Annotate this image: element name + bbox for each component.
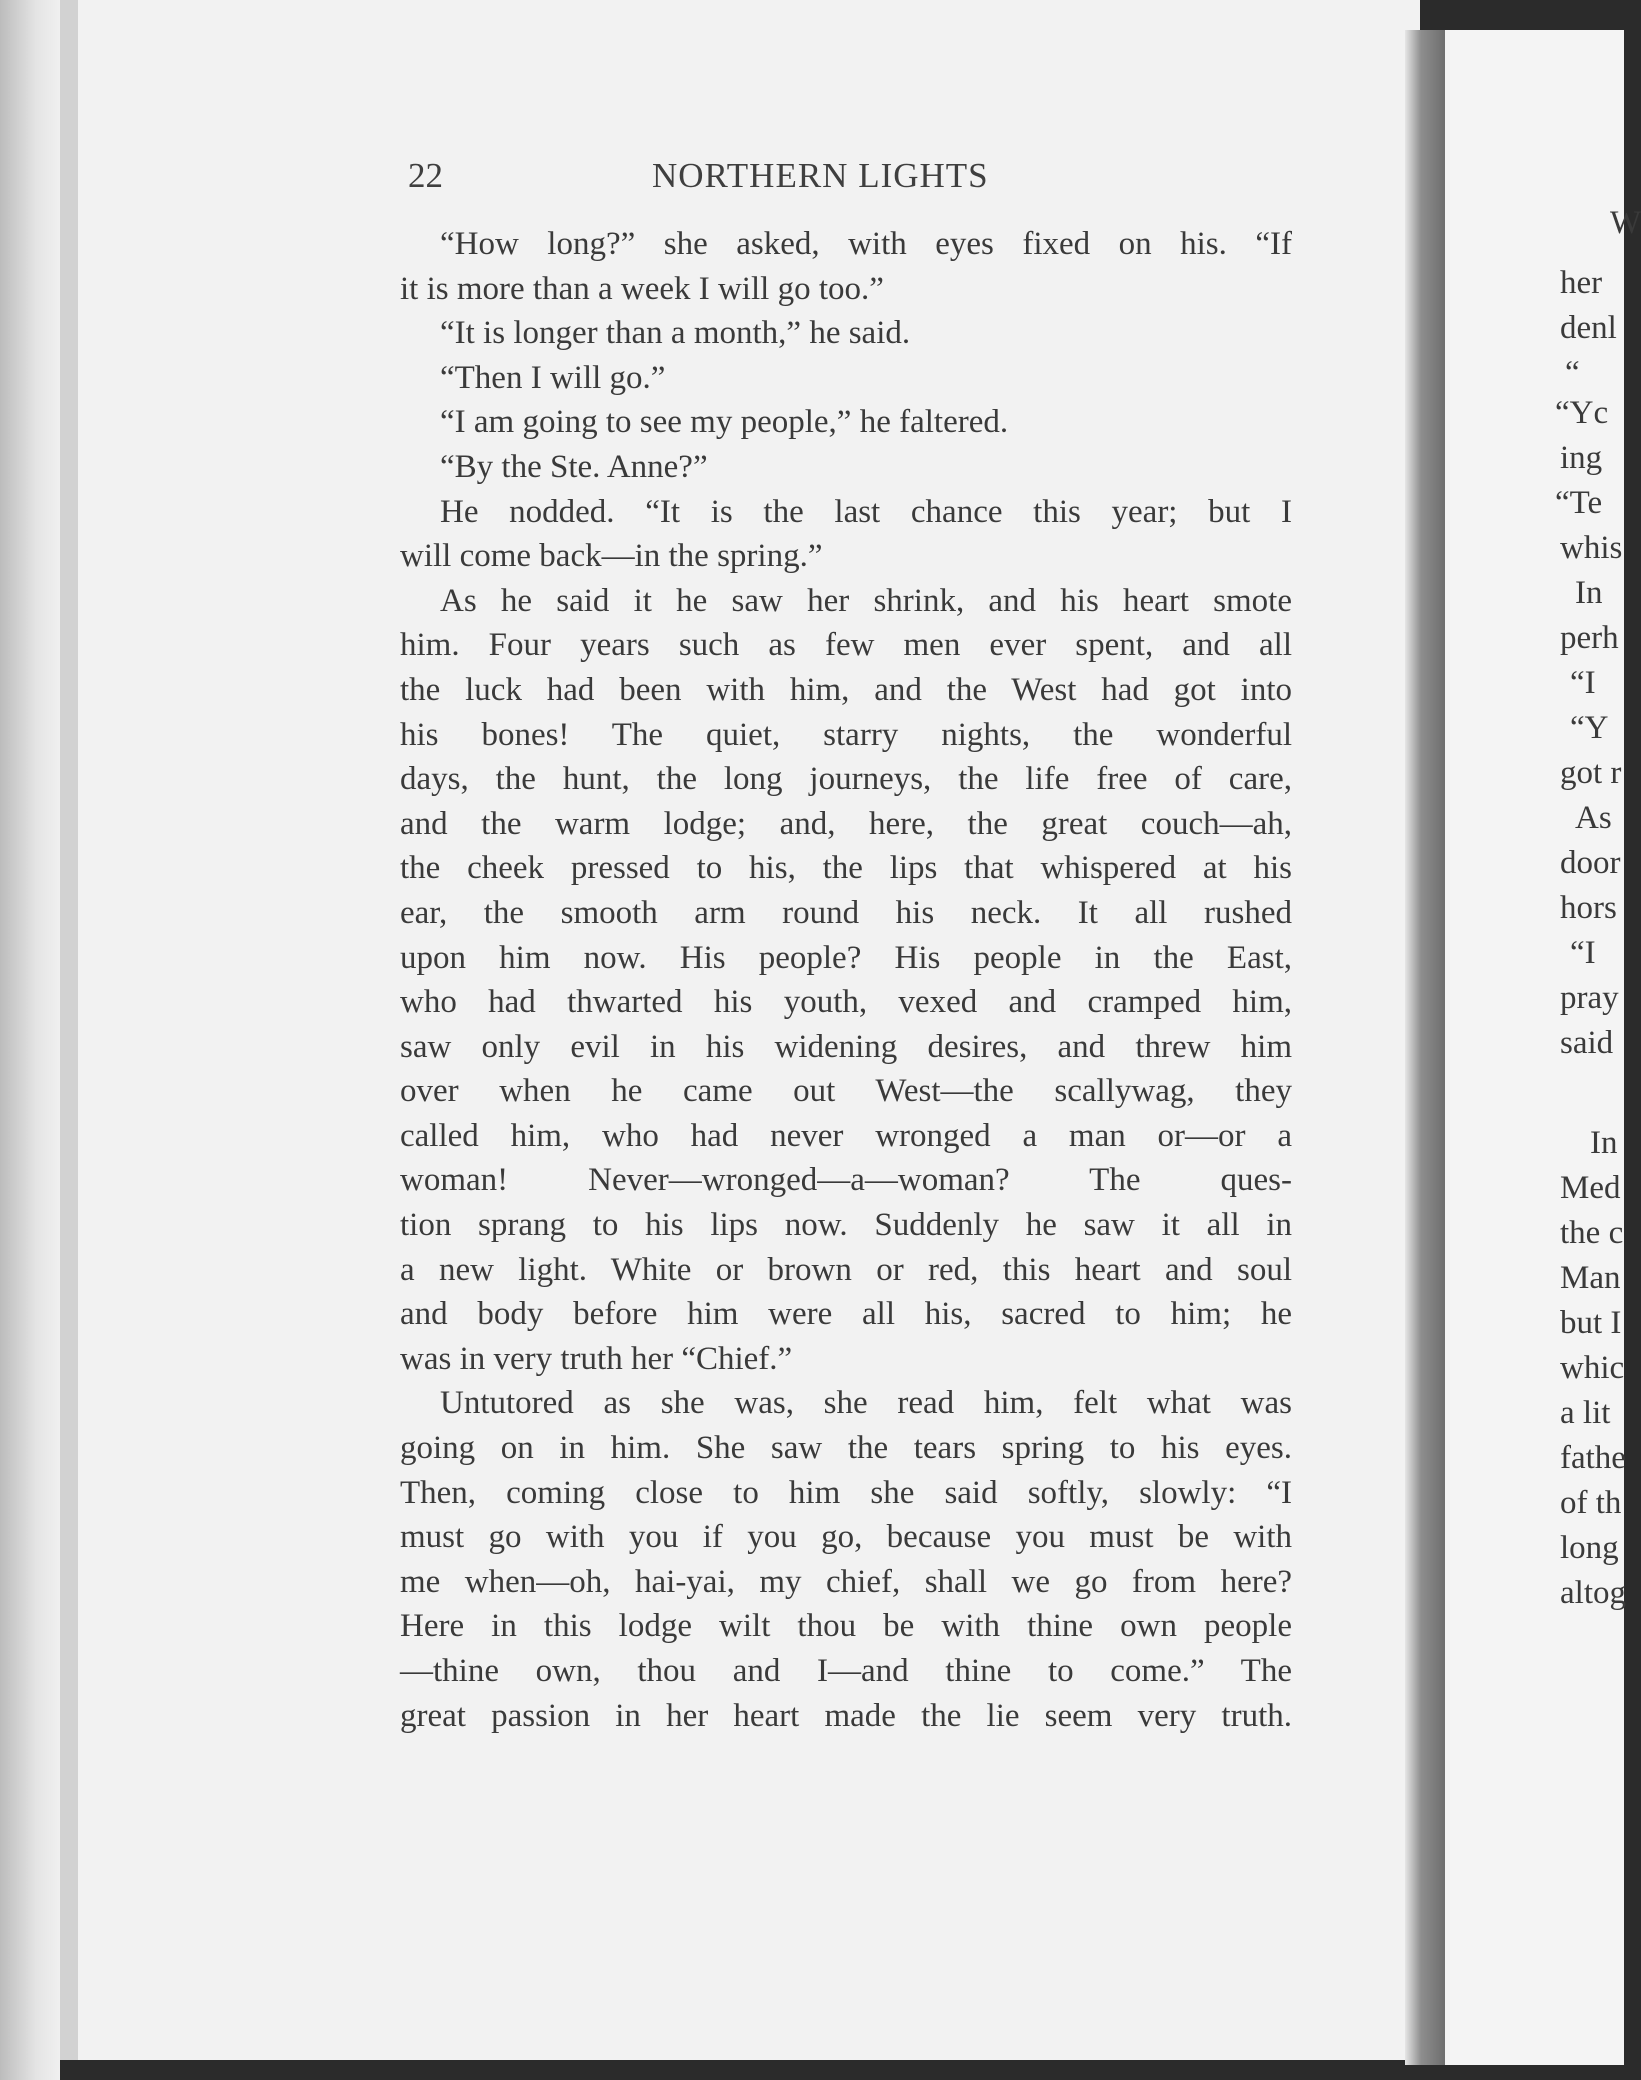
text-line: Untutored as she was, she read him, felt what was (440, 1385, 1292, 1422)
text-line: the cheek pressed to his, the lips that whispered at his (400, 850, 1292, 887)
text-line: As he said it he saw her shrink, and his heart smote (440, 582, 1292, 619)
text-line: a new light. White or brown or red, this heart and soul (400, 1251, 1292, 1288)
right-page-fragment: “I (1570, 665, 1596, 701)
right-page-fragment: “Yc (1555, 395, 1609, 431)
right-page (1445, 30, 1641, 2065)
right-page-fragment: In (1575, 575, 1603, 611)
text-line: him. Four years such as few men ever spent, and all (400, 627, 1292, 664)
text-line: and body before him were all his, sacred to him; he (400, 1296, 1292, 1333)
text-line: called him, who had never wronged a man or—or a (400, 1117, 1292, 1154)
right-page-fragment: Man (1560, 1260, 1621, 1296)
text-line: great passion in her heart made the lie seem very truth. (400, 1697, 1292, 1734)
text-line: the luck had been with him, and the West had got into (400, 671, 1292, 708)
text-line: woman! Never—wronged—a—woman? The ques- (400, 1162, 1292, 1199)
text-line: “Then I will go.” (440, 359, 666, 396)
right-page-fragment: “Y (1570, 710, 1609, 746)
text-line: “I am going to see my people,” he faltered. (440, 404, 1009, 441)
right-page-fragment: ing (1560, 440, 1603, 476)
right-page-fragment: perh (1560, 620, 1619, 656)
text-line: and the warm lodge; and, here, the great couch—ah, (400, 805, 1292, 842)
binding-edge (0, 0, 60, 2080)
text-line: “By the Ste. Anne?” (440, 448, 708, 485)
page-header (408, 150, 1288, 200)
right-page-fragment: “ (1565, 355, 1580, 391)
running-title: NORTHERN LIGHTS (652, 156, 989, 195)
right-page-fragment: altog (1560, 1575, 1626, 1611)
text-line: saw only evil in his widening desires, and threw him (400, 1028, 1292, 1065)
right-page-fragment: long (1560, 1530, 1619, 1566)
text-line: He nodded. “It is the last chance this year; but I (440, 493, 1292, 530)
text-line: will come back—in the spring.” (400, 538, 823, 575)
right-page-fragment: a lit (1560, 1395, 1611, 1431)
text-line: “It is longer than a month,” he said. (440, 315, 911, 352)
text-line: must go with you if you go, because you must be with (400, 1519, 1292, 1556)
text-line: was in very truth her “Chief.” (400, 1340, 793, 1377)
text-line: it is more than a week I will go too.” (400, 270, 884, 307)
page-gutter (1405, 30, 1445, 2065)
right-page-fragment: but I (1560, 1305, 1622, 1341)
text-line: over when he came out West—the scallywag, they (400, 1073, 1292, 1110)
right-page-fragment: pray (1560, 980, 1619, 1016)
right-page-fragment: the c (1560, 1215, 1624, 1251)
text-line: Here in this lodge wilt thou be with thine own people (400, 1608, 1292, 1645)
right-page-fragment: whic (1560, 1350, 1625, 1386)
text-line: days, the hunt, the long journeys, the life free of care, (400, 761, 1292, 798)
text-line: ear, the smooth arm round his neck. It all rushed (400, 894, 1292, 931)
right-page-fragment: got r (1560, 755, 1622, 791)
right-page-fragment: “I (1570, 935, 1596, 971)
right-page-fragment: said (1560, 1025, 1614, 1061)
text-line: who had thwarted his youth, vexed and cramped him, (400, 984, 1292, 1021)
right-page-fragment: In (1590, 1125, 1618, 1161)
right-page-fragment: hors (1560, 890, 1617, 926)
right-page-fragment: As (1575, 800, 1612, 836)
text-line: “How long?” she asked, with eyes fixed on his. “If (440, 226, 1292, 262)
right-page-fragment: Med (1560, 1170, 1621, 1206)
text-line: upon him now. His people? His people in the East, (400, 939, 1292, 976)
text-line: Then, coming close to him she said softly, slowly: “I (400, 1474, 1292, 1511)
right-page-fragment: fathe (1560, 1440, 1626, 1476)
right-page-fragment: her (1560, 265, 1603, 301)
right-page-fragment: W (1610, 205, 1641, 241)
right-page-fragment: denl (1560, 310, 1617, 346)
right-page-fragment: whis (1560, 530, 1623, 566)
right-page-fragment: door (1560, 845, 1621, 881)
text-line: —thine own, thou and I—and thine to come.” The (400, 1653, 1292, 1689)
page-number: 22 (408, 156, 443, 195)
right-page-fragment: “Te (1555, 485, 1603, 521)
text-line: me when—oh, hai-yai, my chief, shall we go from here? (400, 1563, 1292, 1600)
text-line: his bones! The quiet, starry nights, the wonderful (400, 716, 1292, 753)
text-line: going on in him. She saw the tears spring to his eyes. (400, 1430, 1292, 1467)
body-text (400, 222, 1292, 1738)
right-page-fragment: of th (1560, 1485, 1622, 1521)
text-line: tion sprang to his lips now. Suddenly he saw it all in (400, 1207, 1292, 1244)
